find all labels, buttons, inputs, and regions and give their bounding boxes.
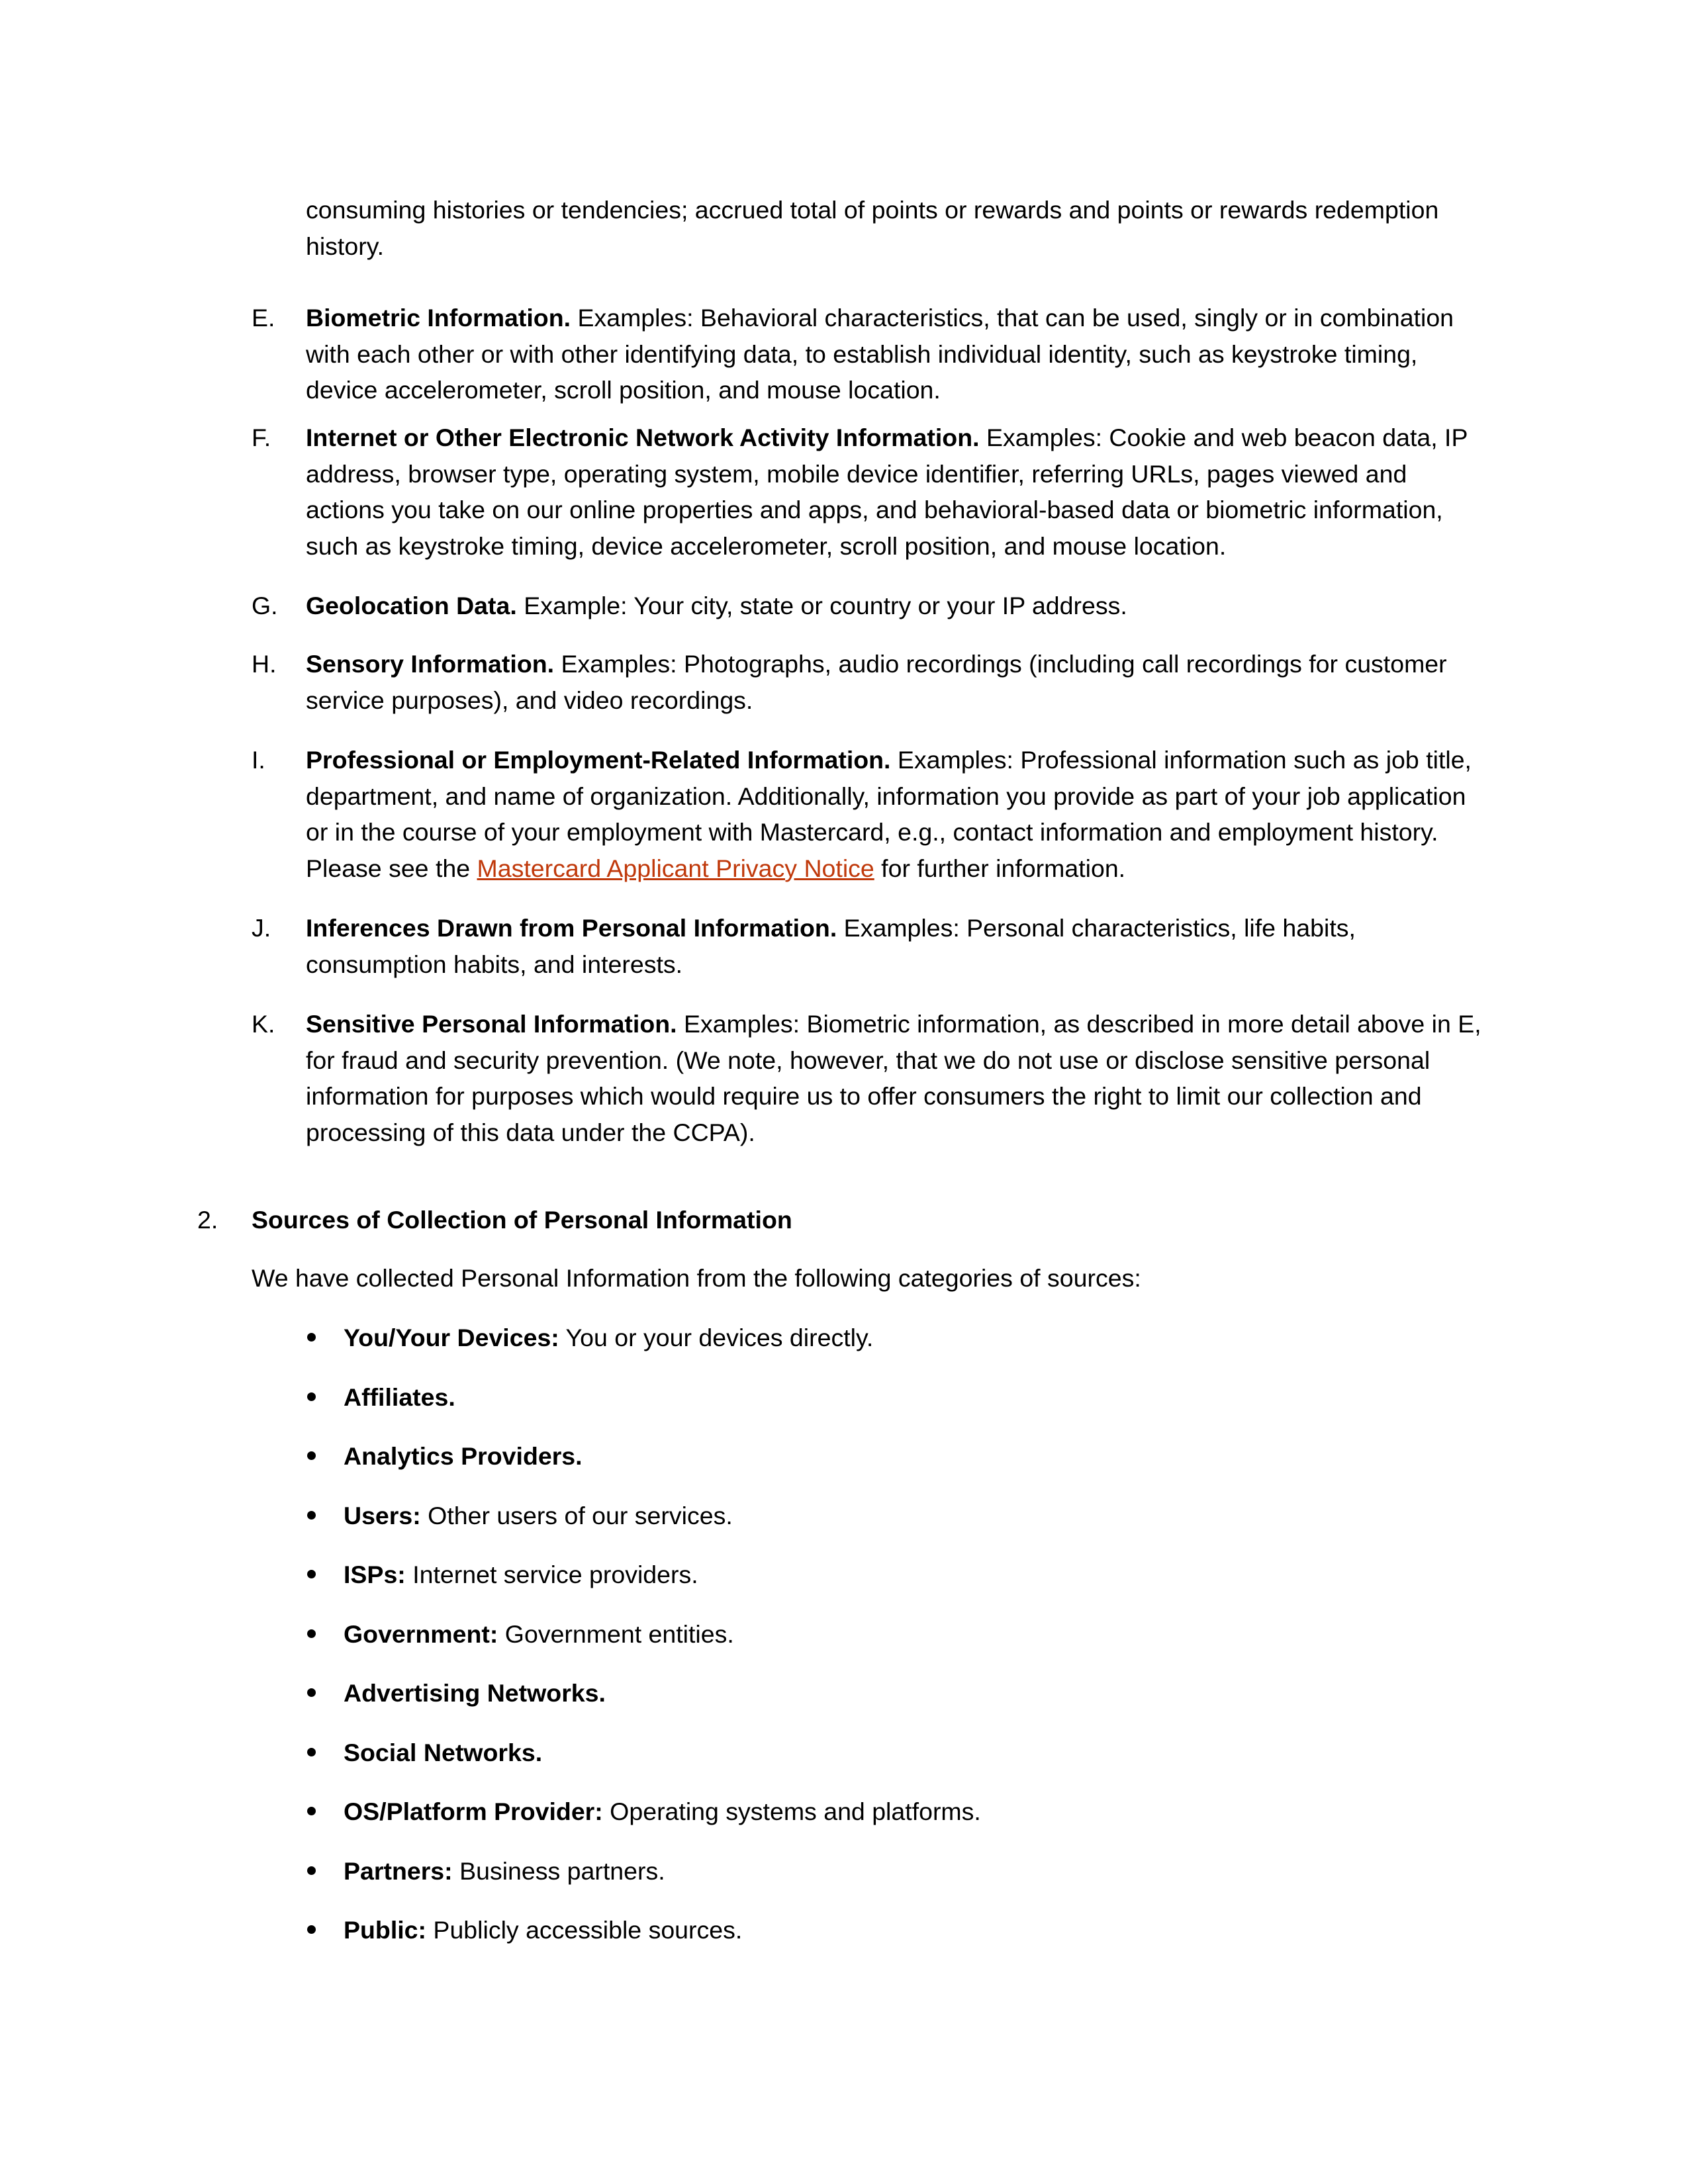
category-body [306,420,1491,564]
source-item [306,1379,455,1416]
bullet-icon [307,1333,316,1342]
category-body [306,910,1491,982]
source-label: Social Networks. [344,1739,543,1766]
bullet-icon [307,1629,316,1638]
source-description: You or your devices directly. [559,1324,874,1351]
source-item [306,1498,733,1534]
category-body [306,742,1491,886]
source-item [306,1794,981,1830]
source-label: Affiliates. [344,1383,455,1411]
category-title: Inferences Drawn from Personal Information. [306,914,837,942]
category-text: Example: Your city, state or country or your IP address. [516,592,1127,619]
source-label: Advertising Networks. [344,1679,606,1707]
category-item-biometric [252,300,1496,408]
source-label: Users: [344,1502,421,1529]
category-body [306,300,1491,408]
category-letter: J. [252,914,271,942]
bullet-icon [307,1511,316,1520]
category-body [306,1006,1491,1150]
category-item-inferences [252,910,1496,982]
source-description: Publicly accessible sources. [426,1916,743,1944]
category-text: Examples: Behavioral characteristics, that can be used, singly or in combination with each other or with other identifying data, to establish individual identity, such as keystroke timing, device accelerometer, scroll position, and mouse location. [306,304,1454,404]
category-body [306,646,1491,718]
category-item-sensory [252,646,1496,718]
section-intro: We have collected Personal Information from the following categories of sources: [252,1264,1141,1292]
section-title: Sources of Collection of Personal Information [252,1206,792,1234]
category-item-sensitive [252,1006,1496,1150]
source-item [306,1675,606,1711]
source-description: Internet service providers. [405,1561,698,1588]
category-item-professional [252,742,1496,886]
category-title: Sensory Information. [306,650,555,678]
source-label: You/Your Devices: [344,1324,559,1351]
source-label: Partners: [344,1857,453,1885]
source-description: Business partners. [452,1857,665,1885]
category-text: Examples: Photographs, audio recordings (including call recordings for customer service purposes), and video recordings. [306,650,1447,714]
bullet-icon [307,1866,316,1875]
source-description: Government entities. [498,1620,734,1648]
source-item [306,1912,742,1948]
bullet-icon [307,1451,316,1460]
category-title: Professional or Employment-Related Information. [306,746,891,774]
bullet-icon [307,1748,316,1756]
category-letter: K. [252,1010,275,1038]
source-label: Analytics Providers. [344,1442,583,1470]
bullet-icon [307,1570,316,1578]
category-text: Examples: Biometric information, as described in more detail above in E, for fraud and security prevention. (We note, however, that we do not use or disclose sensitive personal information for purposes which would require us to offer consumers the right to limit our collection and processing of this data under the CCPA). [306,1010,1481,1146]
category-title: Sensitive Personal Information. [306,1010,677,1038]
source-label: ISPs: [344,1561,406,1588]
continuation-paragraph: consuming histories or tendencies; accrued total of points or rewards and points or rewards redemption history. [306,196,1439,260]
category-letter: F. [252,424,271,451]
source-item [306,1735,542,1771]
source-item [306,1616,734,1653]
bullet-icon [307,1925,316,1934]
source-item [306,1320,873,1356]
source-description: Other users of our services. [420,1502,733,1529]
category-title: Geolocation Data. [306,592,517,619]
bullet-icon [307,1392,316,1401]
source-label: OS/Platform Provider: [344,1797,603,1825]
category-body [306,588,1491,624]
category-item-geolocation [252,588,1496,624]
category-title: Biometric Information. [306,304,571,332]
category-text: Examples: Personal characteristics, life habits, consumption habits, and interests. [306,914,1356,978]
category-text: Examples: Cookie and web beacon data, IP address, browser type, operating system, mobile device identifier, referring URLs, pages viewed and actions you take on our online properties and apps, and behavioral-based data or biometric information, such as keystroke timing, device accelerometer, scroll position, and mouse location. [306,424,1468,560]
source-item [306,1438,583,1475]
category-letter: H. [252,650,277,678]
category-letter: E. [252,304,275,332]
category-text-after: for further information. [874,854,1126,882]
category-letter: G. [252,592,278,619]
source-description: Operating systems and platforms. [602,1797,981,1825]
bullet-icon [307,1688,316,1697]
bullet-icon [307,1807,316,1815]
category-title: Internet or Other Electronic Network Activity Information. [306,424,980,451]
source-item [306,1557,698,1593]
source-item [306,1853,665,1889]
category-text: Examples: Professional information such as job title, department, and name of organization. Additionally, information you provide as part of your job application or in the course of your employment with Mastercard, e.g., contact information and employment history. Please see the [306,746,1472,882]
source-label: Government: [344,1620,498,1648]
applicant-privacy-notice-link[interactable]: Mastercard Applicant Privacy Notice [477,854,874,882]
category-letter: I. [252,746,265,774]
source-label: Public: [344,1916,427,1944]
section-number: 2. [197,1206,218,1234]
category-item-internet-activity [252,420,1496,564]
